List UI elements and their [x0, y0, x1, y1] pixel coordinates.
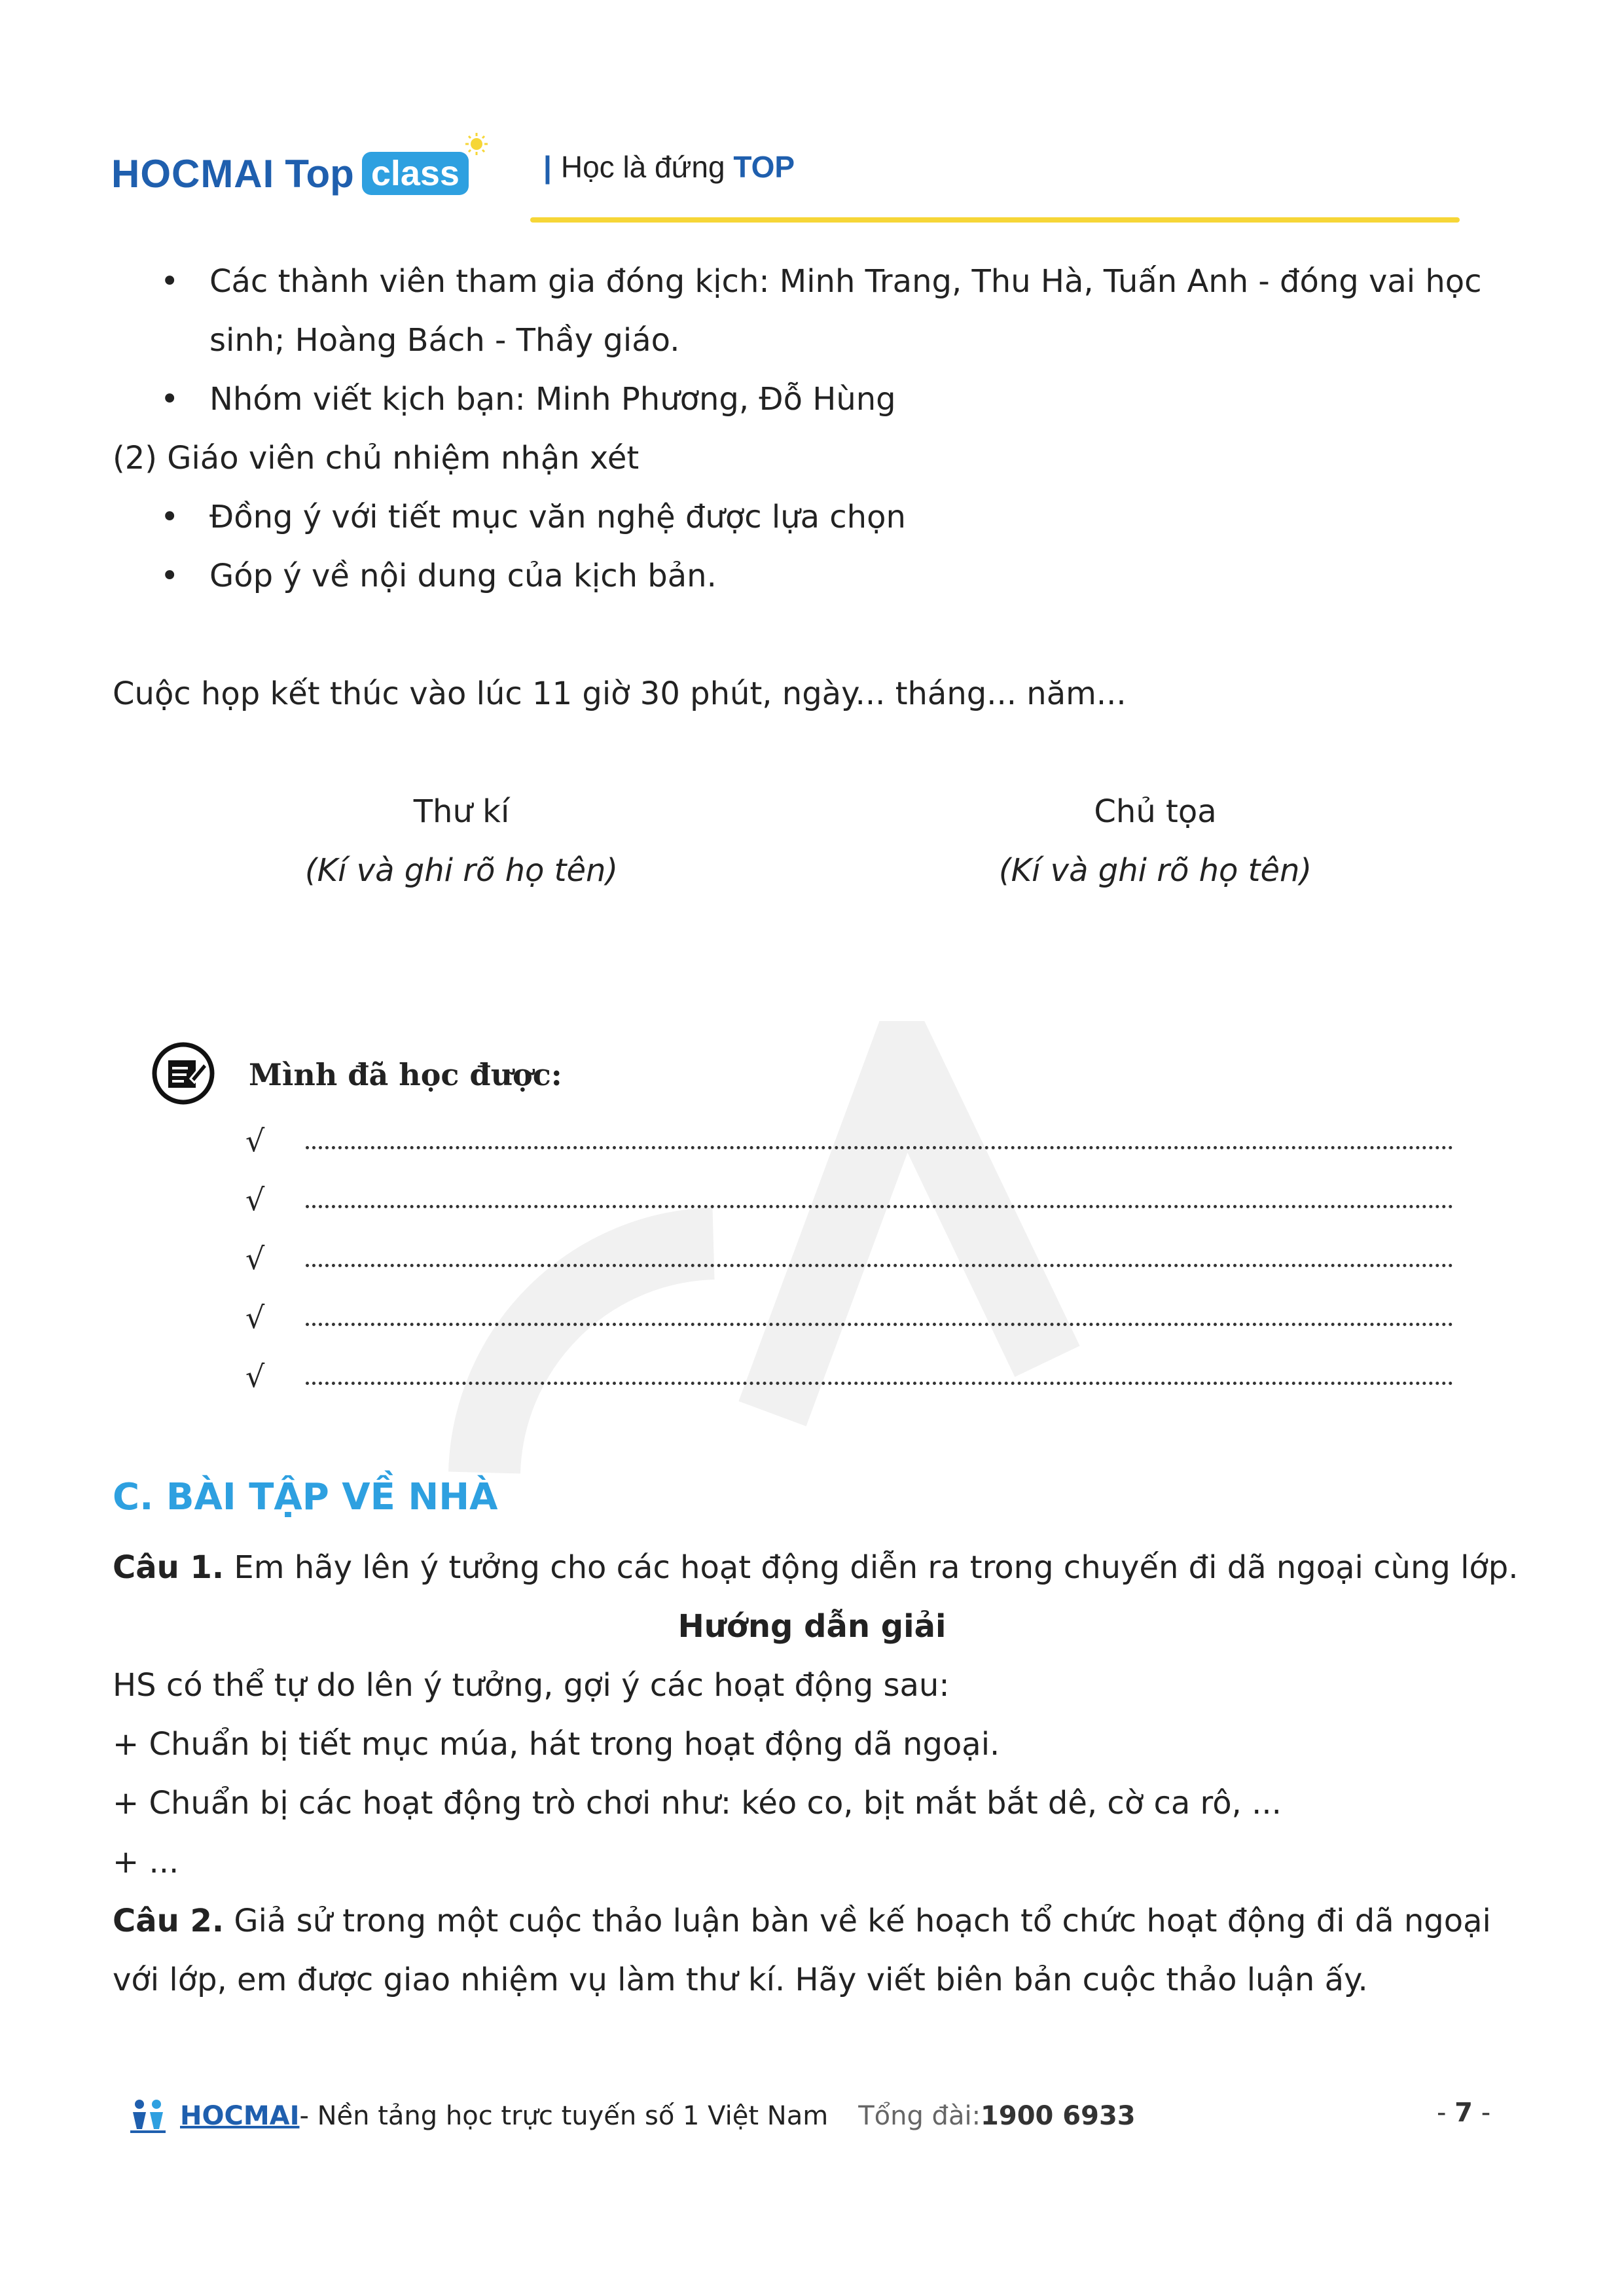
logo-top-text: Top	[285, 151, 354, 196]
secretary-note: (Kí và ghi rõ họ tên)	[304, 852, 619, 889]
header-underline	[530, 217, 1460, 223]
learned-line[interactable]	[245, 1178, 1453, 1217]
footer-hotline: 1900 6933	[981, 2101, 1136, 2131]
guide-line: + ...	[113, 1844, 179, 1880]
chair-title: Chủ tọa	[1094, 793, 1217, 830]
question-2-label: Câu 2.	[113, 1903, 225, 1939]
footer-brand-link[interactable]: HOCMAI	[180, 2101, 300, 2131]
learned-line[interactable]	[245, 1119, 1453, 1158]
list-item: Nhóm viết kịch bạn: Minh Phương, Đỗ Hùng	[209, 381, 896, 418]
guide-line: HS có thể tự do lên ý tưởng, gợi ý các hoạt động sau:	[113, 1667, 950, 1704]
question-1	[113, 1538, 1519, 1597]
dotted-line	[306, 1198, 1453, 1208]
guide-title: Hướng dẫn giải	[677, 1608, 947, 1645]
page-number-value: 7	[1454, 2098, 1473, 2128]
logo-hocmai-text: HOCMAI	[111, 151, 275, 196]
tagline-text: Học là đứng	[560, 150, 725, 184]
guide-line: + Chuẩn bị tiết mục múa, hát trong hoạt động dã ngoại.	[113, 1726, 1000, 1763]
logo-class-text: class	[370, 154, 460, 193]
notepad-icon	[147, 1041, 219, 1106]
hocmai-topclass-logo[interactable]	[111, 141, 469, 206]
dotted-line	[306, 1375, 1453, 1385]
dotted-line	[306, 1316, 1453, 1326]
footer	[128, 2098, 1136, 2134]
meeting-closing: Cuộc họp kết thúc vào lúc 11 giờ 30 phút, ngày... tháng... năm...	[113, 675, 1127, 712]
learned-line[interactable]	[245, 1237, 1453, 1276]
list-item-continuation: sinh; Hoàng Bách - Thầy giáo.	[209, 322, 680, 359]
secretary-title: Thư kí	[413, 793, 510, 830]
homework-section-title: C. BÀI TẬP VỀ NHÀ	[113, 1476, 498, 1518]
hocmai-footer-logo-icon	[128, 2098, 168, 2134]
question-1-text: Em hãy lên ý tưởng cho các hoạt động diễn ra trong chuyến đi dã ngoại cùng lớp.	[224, 1549, 1519, 1586]
bullet-dot: •	[160, 499, 179, 535]
page-number-suffix: -	[1473, 2098, 1491, 2128]
question-2-text: Giả sử trong một cuộc thảo luận bàn về kế hoạch tổ chức hoạt động đi dã ngoại	[224, 1903, 1491, 1939]
check-icon: √	[245, 1182, 265, 1217]
learned-title: Mình đã học được:	[249, 1057, 562, 1092]
check-icon: √	[245, 1359, 265, 1394]
list-item: Đồng ý với tiết mục văn nghệ được lựa chọn	[209, 499, 906, 535]
check-icon: √	[245, 1123, 265, 1158]
list-item: Góp ý về nội dung của kịch bản.	[209, 558, 717, 594]
dotted-line	[306, 1257, 1453, 1267]
check-icon: √	[245, 1241, 265, 1276]
check-icon: √	[245, 1300, 265, 1335]
list-item: Các thành viên tham gia đóng kịch: Minh Trang, Thu Hà, Tuấn Anh - đóng vai học	[209, 263, 1482, 300]
page-number-prefix: -	[1437, 2098, 1455, 2128]
chair-note: (Kí và ghi rõ họ tên)	[998, 852, 1312, 889]
footer-slogan: - Nền tảng học trực tuyến số 1 Việt Nam	[299, 2101, 829, 2131]
guide-line: + Chuẩn bị các hoạt động trò chơi như: kéo co, bịt mắt bắt dê, cờ ca rô, ...	[113, 1785, 1282, 1821]
question-2	[113, 1892, 1491, 1950]
logo-class-badge	[362, 152, 469, 195]
dotted-line	[306, 1139, 1453, 1149]
footer-hotline-label: Tổng đài:	[858, 2101, 981, 2131]
bullet-dot: •	[160, 558, 179, 594]
bullet-dot: •	[160, 381, 179, 418]
question-1-label: Câu 1.	[113, 1549, 225, 1586]
page-number	[1437, 2098, 1490, 2128]
section-2-title: (2) Giáo viên chủ nhiệm nhận xét	[113, 440, 640, 476]
learned-line[interactable]	[245, 1296, 1453, 1335]
header-tagline	[543, 149, 795, 185]
question-2-continuation: với lớp, em được giao nhiệm vụ làm thư kí. Hãy viết biên bản cuộc thảo luận ấy.	[113, 1962, 1368, 1998]
sun-icon	[465, 132, 488, 156]
tagline-divider: |	[543, 150, 552, 184]
bullet-dot: •	[160, 263, 179, 300]
tagline-top: TOP	[733, 150, 795, 184]
learned-line[interactable]	[245, 1355, 1453, 1394]
